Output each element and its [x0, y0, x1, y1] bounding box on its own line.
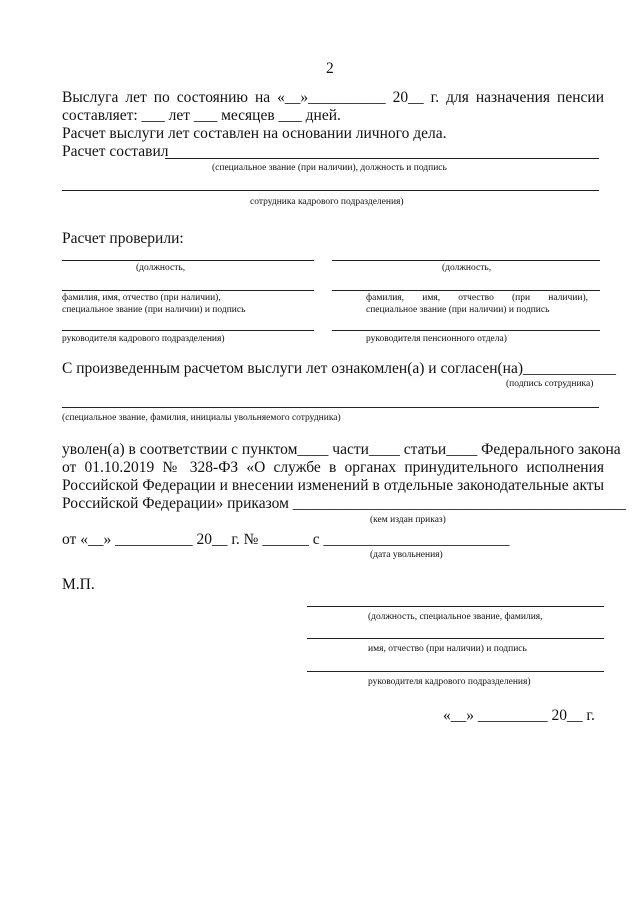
service-length-line-2: составляет: ___ лет ___ месяцев ___ дней. — [62, 107, 341, 124]
stamp-line-3[interactable] — [307, 671, 604, 672]
date-caption: (дата увольнения) — [370, 550, 443, 560]
checker-right-line-2[interactable] — [332, 290, 600, 291]
stamp-caption-1: (должность, специальное звание, фамилия, — [368, 612, 543, 622]
checker-right-caption-name-1: фамилия, имя, отчество (при наличии), — [366, 293, 588, 303]
dismissal-line-2: от 01.10.2019 № 328-ФЗ «О службе в органах принудительного исполнения — [62, 459, 604, 476]
checker-left-caption-name-1: фамилия, имя, отчество (при наличии), — [62, 293, 221, 303]
employee-line[interactable] — [62, 407, 599, 408]
checker-left-line-2[interactable] — [62, 290, 314, 291]
dismissal-line-4: Российской Федерации» приказом ___________________________________________ — [62, 495, 627, 512]
acquainted-text: С произведенным расчетом выслуги лет ознакомлен(а) и согласен(на)____________ — [62, 360, 617, 377]
checker-right-caption-position: (должность, — [442, 263, 492, 273]
stamp-line-2[interactable] — [307, 638, 604, 639]
dismissal-line-3: Российской Федерации и внесении изменений в отдельные законодательные акты — [62, 477, 604, 494]
checker-left-line-3[interactable] — [62, 330, 314, 331]
service-length-line-1: Выслуга лет по состоянию на «__»__________ 20__ г. для назначения пенсии — [62, 89, 604, 106]
stamp-caption-3: руководителя кадрового подразделения) — [368, 677, 531, 687]
issuer-caption: (кем издан приказ) — [370, 515, 446, 525]
compiled-by-caption-2: сотрудника кадрового подразделения) — [250, 197, 404, 207]
dismissal-line-1: уволен(а) в соответствии с пунктом____ части____ статьи____ Федерального закона — [62, 441, 621, 458]
checker-left-caption-head: руководителя кадрового подразделения) — [62, 334, 225, 344]
checker-right-line-1[interactable] — [332, 260, 600, 261]
checked-by-label: Расчет проверили: — [62, 230, 184, 247]
checker-right-line-3[interactable] — [332, 330, 600, 331]
stamp-label: М.П. — [62, 576, 95, 593]
checker-right-caption-head: руководителя пенсионного отдела) — [366, 334, 507, 344]
page-number: 2 — [326, 60, 334, 77]
checker-left-line-1[interactable] — [62, 260, 314, 261]
compiled-by-caption-1: (специальное звание (при наличии), должность и подпись — [212, 163, 447, 173]
order-line: от «__» __________ 20__ г. № ______ с ________________________ — [62, 531, 510, 548]
checker-left-caption-position: (должность, — [136, 263, 186, 273]
checker-right-caption-name-2: специальное звание (при наличии) и подпись — [366, 305, 550, 315]
compiled-by-label: Расчет составил — [62, 143, 169, 160]
employee-caption: (специальное звание, фамилия, инициалы увольняемого сотрудника) — [62, 413, 341, 423]
service-length-line-3: Расчет выслуги лет составлен на основании личного дела. — [62, 125, 447, 142]
signature-caption: (подпись сотрудника) — [506, 379, 594, 389]
compiled-by-line-2[interactable] — [62, 190, 599, 191]
footer-date: «__» _________ 20__ г. — [443, 707, 595, 724]
stamp-caption-2: имя, отчество (при наличии) и подпись — [368, 644, 527, 654]
checker-left-caption-name-2: специальное звание (при наличии) и подпись — [62, 305, 246, 315]
compiled-by-line[interactable] — [165, 158, 599, 159]
stamp-line-1[interactable] — [307, 606, 604, 607]
